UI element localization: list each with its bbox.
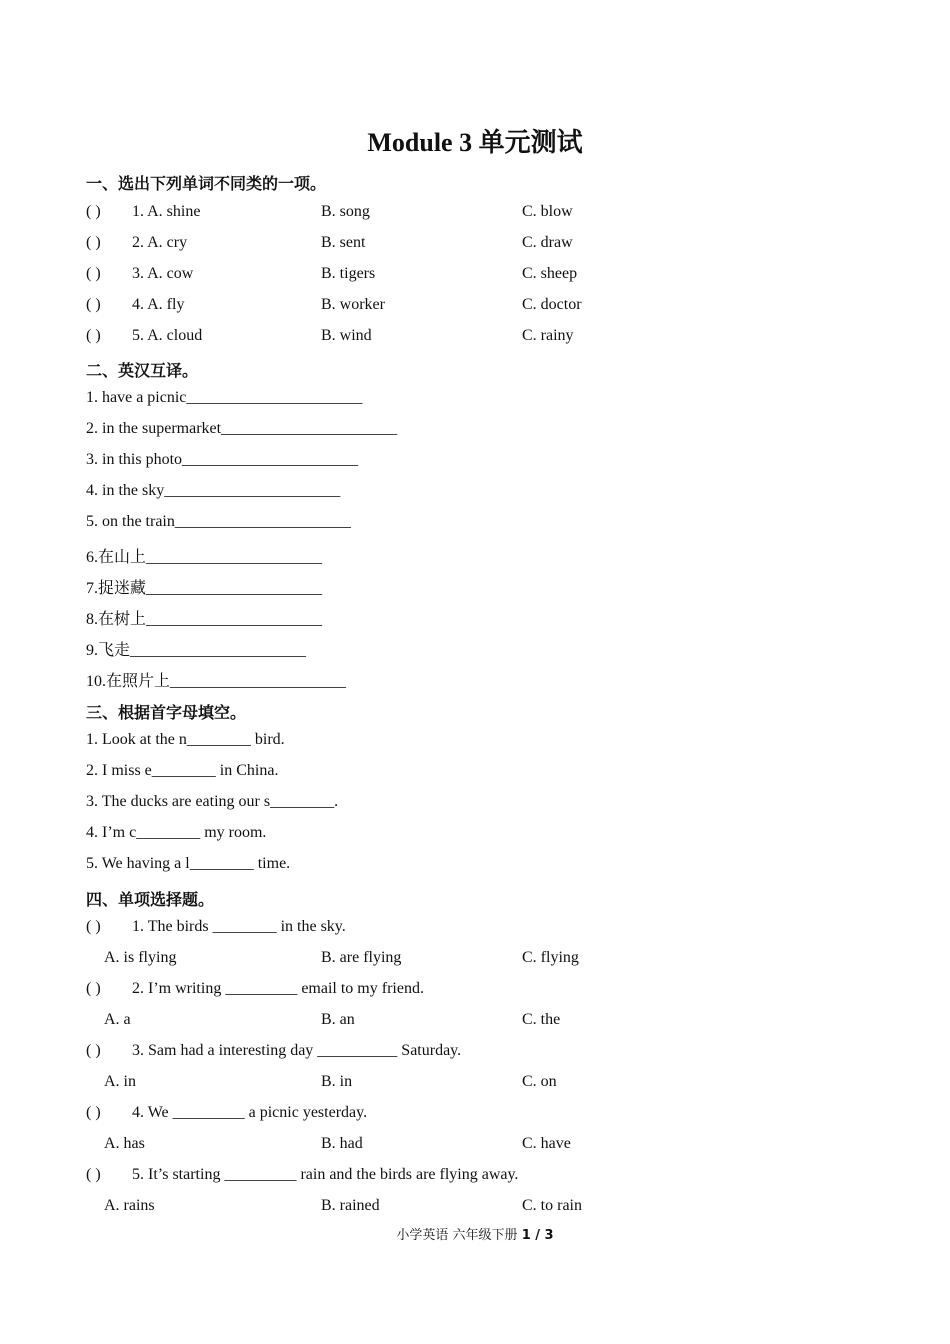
s4-q2-option-b: B. an bbox=[321, 1011, 355, 1028]
s3-item-4: 4. I’m c________ my room. bbox=[86, 824, 267, 841]
s1-item-4: ( ) 4. A. fly bbox=[86, 296, 185, 313]
s1-item-3-c: C. sheep bbox=[522, 265, 578, 282]
s4-q4-option-b: B. had bbox=[321, 1135, 363, 1152]
s1-item-4-b: B. worker bbox=[321, 296, 385, 313]
s1-item-5-b: B. wind bbox=[321, 327, 372, 344]
s1-item-2-c: C. draw bbox=[522, 234, 573, 251]
section2-heading: 二、英汉互译。 bbox=[86, 361, 199, 380]
s4-q3-option-b: B. in bbox=[321, 1073, 353, 1090]
s2-item-10: 10.在照片上______________________ bbox=[86, 673, 347, 690]
s1-item-2-b: B. sent bbox=[321, 234, 366, 251]
s2-item-4: 4. in the sky______________________ bbox=[86, 482, 341, 499]
s4-q5-option-b: B. rained bbox=[321, 1197, 380, 1214]
s4-q3-option-c: C. on bbox=[522, 1073, 557, 1090]
s4-question-1: ( ) 1. The birds ________ in the sky. bbox=[86, 918, 346, 935]
s1-item-1: ( ) 1. A. shine bbox=[86, 203, 201, 220]
s4-question-5: ( ) 5. It’s starting _________ rain and the birds are flying away. bbox=[86, 1166, 519, 1183]
s2-item-8: 8.在树上______________________ bbox=[86, 611, 323, 628]
s1-item-1-b: B. song bbox=[321, 203, 370, 220]
s1-item-4-c: C. doctor bbox=[522, 296, 582, 313]
section1-heading: 一、选出下列单词不同类的一项。 bbox=[86, 174, 327, 193]
s1-item-3: ( ) 3. A. cow bbox=[86, 265, 194, 282]
s2-item-2: 2. in the supermarket______________________ bbox=[86, 420, 398, 437]
s2-item-9: 9.飞走______________________ bbox=[86, 642, 307, 659]
s3-item-1: 1. Look at the n________ bird. bbox=[86, 731, 285, 748]
s1-item-3-b: B. tigers bbox=[321, 265, 376, 282]
s3-item-5: 5. We having a l________ time. bbox=[86, 855, 291, 872]
s1-item-2: ( ) 2. A. cry bbox=[86, 234, 188, 251]
s4-question-2: ( ) 2. I’m writing _________ email to my friend. bbox=[86, 980, 424, 997]
s4-q2-option-a: A. a bbox=[104, 1011, 131, 1028]
page-title: Module 3 单元测试 bbox=[367, 128, 583, 157]
s4-question-3: ( ) 3. Sam had a interesting day __________ Saturday. bbox=[86, 1042, 462, 1059]
s3-item-3: 3. The ducks are eating our s________. bbox=[86, 793, 339, 810]
s1-item-5: ( ) 5. A. cloud bbox=[86, 327, 203, 344]
s2-item-6: 6.在山上______________________ bbox=[86, 549, 323, 566]
s4-q4-option-c: C. have bbox=[522, 1135, 571, 1152]
s4-q1-option-c: C. flying bbox=[522, 949, 579, 966]
s4-q1-option-a: A. is flying bbox=[104, 949, 177, 966]
s3-item-2: 2. I miss e________ in China. bbox=[86, 762, 279, 779]
section3-heading: 三、根据首字母填空。 bbox=[86, 703, 247, 722]
s4-q4-option-a: A. has bbox=[104, 1135, 145, 1152]
s2-item-3: 3. in this photo______________________ bbox=[86, 451, 359, 468]
s4-question-4: ( ) 4. We _________ a picnic yesterday. bbox=[86, 1104, 368, 1121]
page-footer bbox=[0, 1224, 950, 1243]
s2-item-7: 7.捉迷藏______________________ bbox=[86, 580, 323, 597]
section4-heading: 四、单项选择题。 bbox=[86, 890, 215, 909]
s4-q1-option-b: B. are flying bbox=[321, 949, 402, 966]
s4-q2-option-c: C. the bbox=[522, 1011, 561, 1028]
s2-item-1: 1. have a picnic______________________ bbox=[86, 389, 363, 406]
s4-q5-option-a: A. rains bbox=[104, 1197, 155, 1214]
s4-q3-option-a: A. in bbox=[104, 1073, 136, 1090]
page-number: 1 / 3 bbox=[521, 1228, 554, 1243]
s2-item-5: 5. on the train______________________ bbox=[86, 513, 351, 530]
s1-item-5-c: C. rainy bbox=[522, 327, 574, 344]
s1-item-1-c: C. blow bbox=[522, 203, 573, 220]
s4-q5-option-c: C. to rain bbox=[522, 1197, 582, 1214]
footer-text: 小学英语 六年级下册 bbox=[396, 1228, 522, 1243]
